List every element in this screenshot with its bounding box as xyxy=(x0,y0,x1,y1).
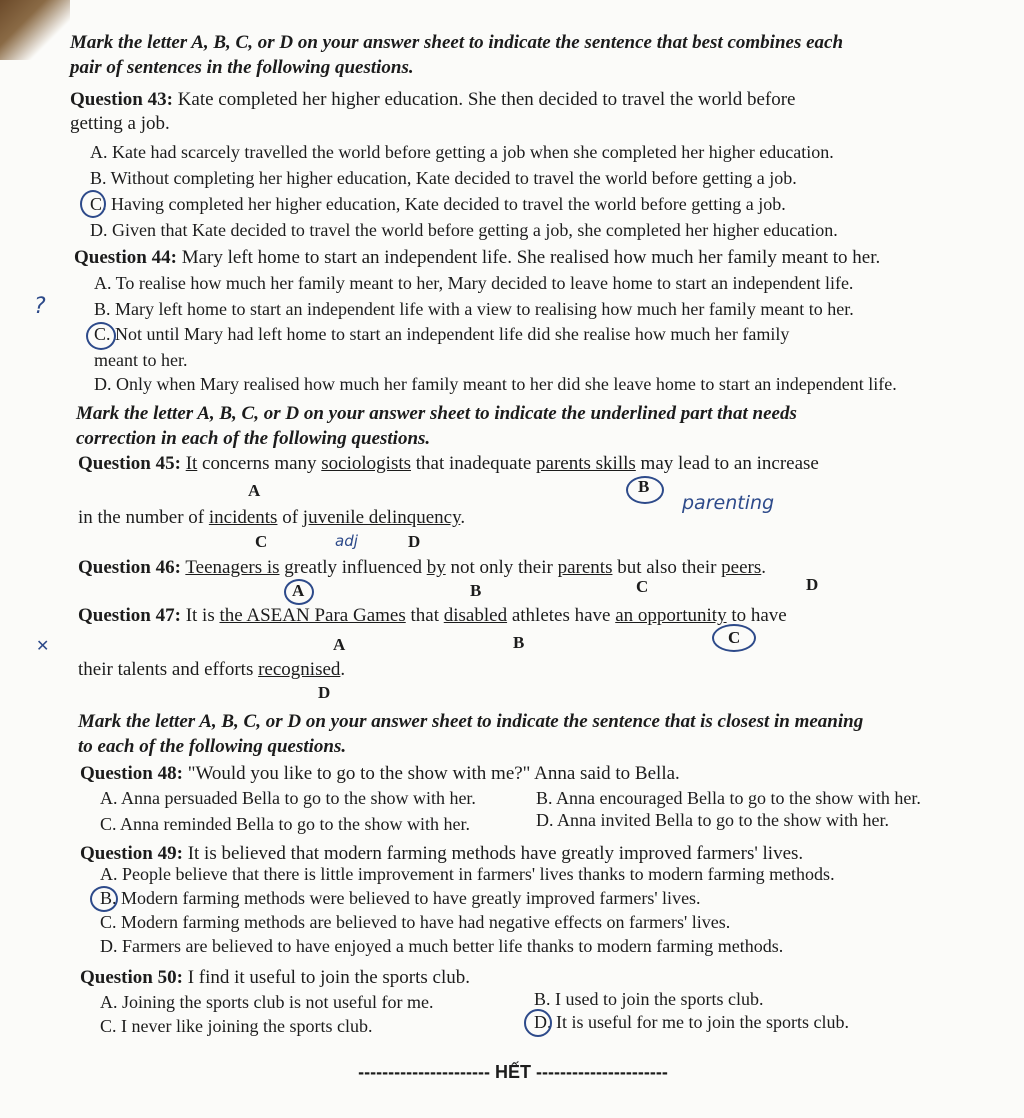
q49-option-a[interactable]: A. People believe that there is little improvement in farmers' lives thanks to modern farming methods. xyxy=(100,864,835,884)
section2-instruction-line2: correction in each of the following questions. xyxy=(76,428,431,449)
q46-part-b[interactable]: by xyxy=(426,557,446,578)
q43-option-a[interactable]: A. Kate had scarcely travelled the world before getting a job when she completed her higher education. xyxy=(90,142,834,162)
q49-stem-text: It is believed that modern farming methods have greatly improved farmers' lives. xyxy=(182,843,804,864)
q45-part-d[interactable]: juvenile delinquency xyxy=(302,507,461,528)
q46-letter-d: D xyxy=(806,575,819,594)
q50-option-b[interactable]: B. I used to join the sports club. xyxy=(534,989,764,1009)
q44-option-a[interactable]: A. To realise how much her family meant to her, Mary decided to leave home to start an independent life. xyxy=(94,273,854,293)
q46-line xyxy=(78,556,766,580)
q47-part-d[interactable]: recognised xyxy=(258,659,341,680)
q45-part-b[interactable]: parents skills xyxy=(536,453,636,474)
q47-part-c[interactable]: an opportunity xyxy=(615,605,727,626)
q50-stem xyxy=(80,966,470,990)
q44-stem xyxy=(74,246,880,270)
q48-label: Question 48: xyxy=(80,763,183,784)
q46-answer-circle xyxy=(284,579,314,605)
q47-letter-c: C xyxy=(728,628,741,647)
q45-text-5: in the number of xyxy=(78,507,209,528)
end-marker: ---------------------- HẾT ---------------------- xyxy=(358,1062,668,1082)
q43-option-c[interactable]: C. Having completed her higher education, Kate decided to travel the world before getting a job. xyxy=(90,194,786,214)
q45-letter-b: B xyxy=(638,477,650,496)
q45-handwritten-note: parenting xyxy=(682,492,775,514)
q43-stem-line2: getting a job. xyxy=(70,113,170,134)
q48-option-d[interactable]: D. Anna invited Bella to go to the show with her. xyxy=(536,810,889,830)
q45-text-2: concerns many xyxy=(197,453,322,474)
q47-line2 xyxy=(78,658,345,682)
q44-margin-mark: ? xyxy=(34,294,46,319)
q46-text-3: not only their xyxy=(445,557,558,578)
q46-label: Question 46: xyxy=(78,557,181,578)
q49-label: Question 49: xyxy=(80,843,183,864)
q46-part-a[interactable]: Teenagers is xyxy=(185,557,280,578)
q49-option-d[interactable]: D. Farmers are believed to have enjoyed a much better life thanks to modern farming methods. xyxy=(100,936,784,956)
q47-letter-d: D xyxy=(318,683,331,702)
q45-line2 xyxy=(78,506,465,530)
q44-option-d[interactable]: D. Only when Mary realised how much her family meant to her did she leave home to start an independent life. xyxy=(94,374,897,394)
q44-stem-text: Mary left home to start an independent life. She realised how much her family meant to her. xyxy=(176,247,881,268)
q43-option-b[interactable]: B. Without completing her higher education, Kate decided to travel the world before getting a job. xyxy=(90,168,797,188)
q50-label: Question 50: xyxy=(80,967,183,988)
q45-part-a[interactable]: It xyxy=(185,453,198,474)
q45-text-7: . xyxy=(460,507,466,528)
q45-answer-circle xyxy=(626,476,664,504)
q45-text-6: of xyxy=(277,507,303,528)
section1-instruction-line1: Mark the letter A, B, C, or D on your answer sheet to indicate the sentence that best combines each xyxy=(70,32,844,53)
q46-letter-a: A xyxy=(292,581,305,600)
q47-text-5: their talents and efforts xyxy=(78,659,259,680)
q50-stem-text: I find it useful to join the sports club. xyxy=(182,967,471,988)
q49-answer-circle xyxy=(90,886,118,912)
q48-option-a[interactable]: A. Anna persuaded Bella to go to the show with her. xyxy=(100,788,476,808)
q44-option-c[interactable]: C. Not until Mary had left home to start an independent life did she realise how much her family xyxy=(94,324,790,344)
q46-part-d[interactable]: peers xyxy=(721,557,762,578)
q47-answer-circle xyxy=(712,624,756,652)
q47-margin-mark: ✕ xyxy=(36,636,50,655)
q48-option-b[interactable]: B. Anna encouraged Bella to go to the show with her. xyxy=(536,788,921,808)
q47-text-6: . xyxy=(340,659,346,680)
q50-option-d[interactable]: D. It is useful for me to join the sports club. xyxy=(534,1012,849,1032)
q47-text-1: It is xyxy=(180,605,220,626)
q44-option-b[interactable]: B. Mary left home to start an independent life with a view to realising how much her family meant to her. xyxy=(94,299,854,319)
q45-text-4: may lead to an increase xyxy=(635,453,819,474)
q43-label: Question 43: xyxy=(70,89,173,110)
q43-stem-text: Kate completed her higher education. She then decided to travel the world before xyxy=(172,89,796,110)
q45-text-3: that inadequate xyxy=(411,453,537,474)
q44-option-c-cont: meant to her. xyxy=(94,350,188,370)
q47-text-4: to have xyxy=(726,605,787,626)
q45-handwritten-adj: adj xyxy=(335,532,358,550)
q46-part-c[interactable]: parents xyxy=(557,557,613,578)
q43-option-d[interactable]: D. Given that Kate decided to travel the world before getting a job, she completed her higher education. xyxy=(90,220,838,240)
q44-label: Question 44: xyxy=(74,247,177,268)
q47-part-a[interactable]: the ASEAN Para Games xyxy=(219,605,406,626)
q45-letter-a: A xyxy=(248,481,261,500)
q47-label: Question 47: xyxy=(78,605,181,626)
q46-text-2: greatly influenced xyxy=(279,557,427,578)
q48-stem-text: "Would you like to go to the show with me?" Anna said to Bella. xyxy=(182,763,680,784)
q47-text-2: that xyxy=(405,605,444,626)
q43-answer-circle xyxy=(80,190,106,218)
q43-stem-line1 xyxy=(70,88,795,112)
section2-instruction-line1: Mark the letter A, B, C, or D on your answer sheet to indicate the underlined part that needs xyxy=(76,403,797,424)
q45-label: Question 45: xyxy=(78,453,181,474)
q47-letter-b: B xyxy=(513,633,525,652)
q46-letter-b: B xyxy=(470,581,482,600)
q47-letter-a: A xyxy=(333,635,346,654)
q50-option-c[interactable]: C. I never like joining the sports club. xyxy=(100,1016,373,1036)
q45-part-c[interactable]: incidents xyxy=(208,507,278,528)
q45-sociologists: sociologists xyxy=(321,453,412,474)
q46-text-4: but also their xyxy=(612,557,722,578)
q45-line1 xyxy=(78,452,819,476)
q44-answer-circle xyxy=(86,322,116,350)
q50-option-a[interactable]: A. Joining the sports club is not useful for me. xyxy=(100,992,434,1012)
q47-line1 xyxy=(78,604,787,628)
q48-option-c[interactable]: C. Anna reminded Bella to go to the show with her. xyxy=(100,814,470,834)
q47-part-b[interactable]: disabled xyxy=(443,605,508,626)
q49-option-c[interactable]: C. Modern farming methods are believed to have had negative effects on farmers' lives. xyxy=(100,912,731,932)
q45-letter-d: D xyxy=(408,532,421,551)
section3-instruction-line1: Mark the letter A, B, C, or D on your answer sheet to indicate the sentence that is closest in meaning xyxy=(78,711,864,732)
section3-instruction-line2: to each of the following questions. xyxy=(78,736,347,757)
section1-instruction-line2: pair of sentences in the following questions. xyxy=(70,57,414,78)
q48-stem xyxy=(80,762,680,786)
q46-letter-c: C xyxy=(636,577,649,596)
q50-answer-circle xyxy=(524,1009,552,1037)
q47-text-3: athletes have xyxy=(507,605,616,626)
q49-option-b[interactable]: B. Modern farming methods were believed to have greatly improved farmers' lives. xyxy=(100,888,701,908)
q46-text-5: . xyxy=(761,557,767,578)
q45-letter-c: C xyxy=(255,532,268,551)
